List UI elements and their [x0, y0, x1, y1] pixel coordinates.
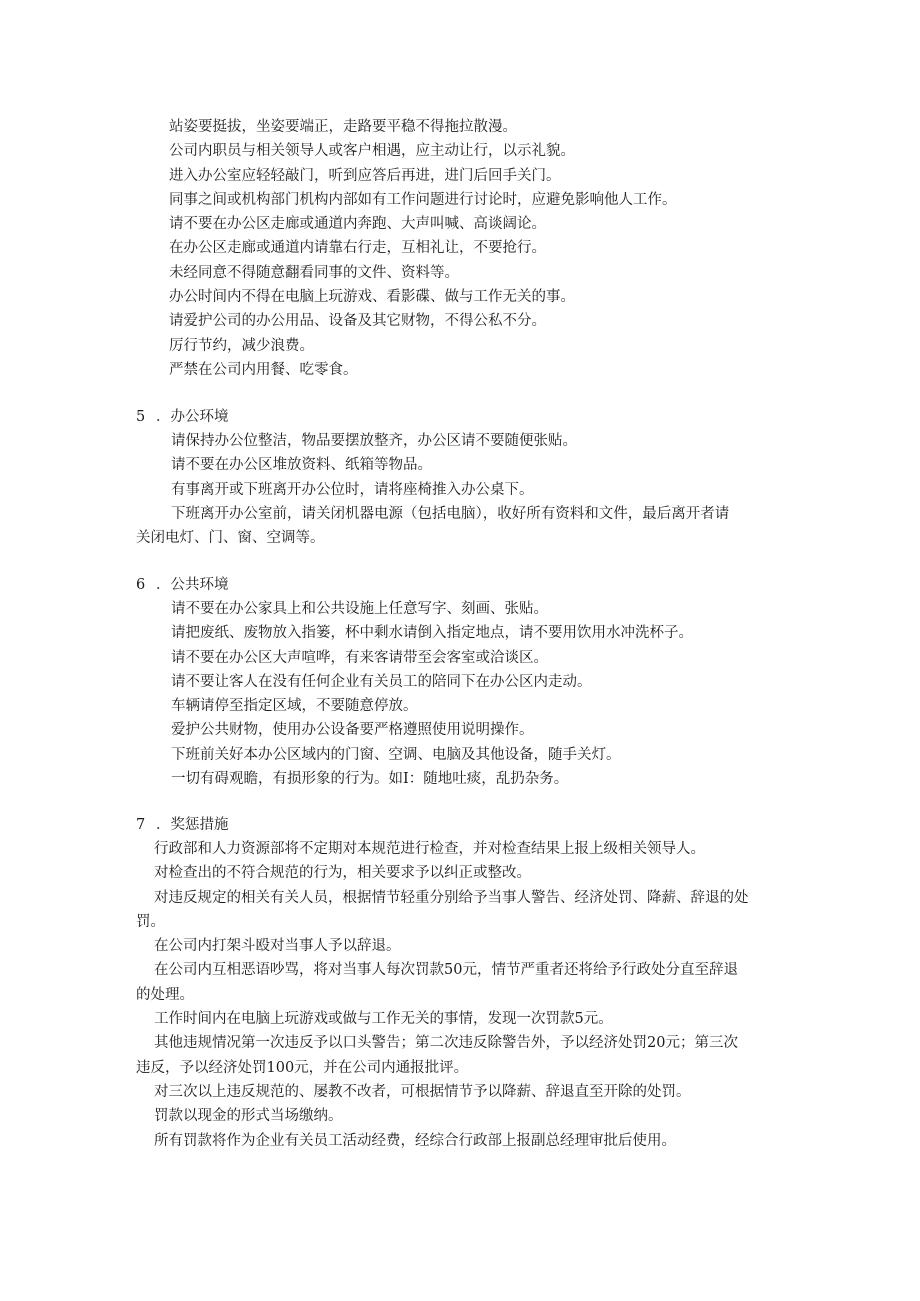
list-item: 请不要在办公区堆放资料、纸箱等物品。 — [171, 457, 432, 474]
list-item: 请不要让客人在没有任何企业有关员工的陪同下在办公区内走动。 — [171, 673, 592, 690]
paragraph-line: 对违反规定的相关有关人员，根据情节轻重分别给予当事人警告、经济处罚、降薪、辞退的处 — [154, 889, 749, 906]
section-title: ．办公环境 — [156, 409, 229, 425]
paragraph-line: 的处理。 — [136, 986, 194, 1003]
list-item: 请爱护公司的办公用品、设备及其它财物，不得公私不分。 — [169, 313, 546, 330]
list-item: 请不要在办公区大声喧哗，有来客请带至会客室或洽谈区。 — [171, 649, 548, 666]
list-item: 进入办公室应轻轻敲门，听到应答后再进，进门后回手关门。 — [169, 167, 561, 184]
paragraph-line: 对检查出的不符合规范的行为，相关要求予以纠正或整改。 — [154, 865, 531, 882]
paragraph-line: 对三次以上违反规范的、屡教不改者，可根据情节予以降薪、辞退直至开除的处罚。 — [154, 1083, 691, 1100]
paragraph-line: 所有罚款将作为企业有关员工活动经费，经综合行政部上报副总经理审批后使用。 — [154, 1132, 676, 1149]
section-number: 5 — [136, 409, 146, 425]
list-item: 严禁在公司内用餐、吃零食。 — [169, 361, 358, 378]
section-number: 7 — [136, 817, 146, 833]
list-item: 请把废纸、废物放入指篓，杯中剩水请倒入指定地点，请不要用饮用水冲洗杯子。 — [171, 625, 693, 642]
list-item: 车辆请停至指定区域，不要随意停放。 — [171, 698, 418, 715]
section-title: ．公共环境 — [156, 577, 229, 593]
section-6-body — [0, 597, 920, 791]
paragraph-line: 罚款以现金的形式当场缴纳。 — [154, 1108, 343, 1125]
list-item: 爱护公共财物，使用办公设备要严格遵照使用说明操作。 — [171, 722, 534, 739]
section-7-heading — [0, 813, 229, 837]
list-item: 同事之间或机构部门机构内部如有工作问题进行讨论时，应避免影响他人工作。 — [169, 191, 677, 208]
conduct-list — [0, 115, 920, 382]
section-number: 6 — [136, 577, 146, 593]
paragraph-line: 罚。 — [136, 913, 165, 930]
paragraph-line: 在公司内打架斗殴对当事人予以辞退。 — [154, 938, 401, 955]
list-item: 办公时间内不得在电脑上玩游戏、看影碟、做与工作无关的事。 — [169, 289, 575, 306]
list-item: 请不要在办公区走廊或通道内奔跑、大声叫喊、高谈阔论。 — [169, 216, 546, 233]
list-item: 一切有碍观瞻，有损形象的行为。如I：随地吐痰，乱扔杂务。 — [171, 771, 569, 788]
section-6-heading — [0, 573, 229, 597]
list-item: 下班离开办公室前，请关闭机器电源（包括电脑），收好所有资料和文件，最后离开者请 — [171, 505, 730, 522]
paragraph-line: 行政部和人力资源部将不定期对本规范进行检查，并对检查结果上报上级相关领导人。 — [154, 841, 705, 857]
list-item: 下班前关好本办公区域内的门窗、空调、电脑及其他设备，随手关灯。 — [171, 746, 621, 763]
paragraph-line: 其他违规情况第一次违反予以口头警告；第二次违反除警告外，予以经济处罚20元；第三次 — [154, 1035, 738, 1052]
section-5-body — [0, 429, 920, 550]
list-item: 公司内职员与相关领导人或客户相遇，应主动让行，以示礼貌。 — [169, 143, 575, 160]
paragraph-line: 工作时间内在电脑上玩游戏或做与工作无关的事情，发现一次罚款5元。 — [154, 1011, 613, 1028]
list-item: 请保持办公位整洁，物品要摆放整齐，办公区请不要随便张贴。 — [171, 433, 577, 449]
paragraph-line: 违反，予以经济处罚100元，并在公司内通报批评。 — [136, 1059, 469, 1076]
list-item: 有事离开或下班离开办公位时，请将座椅推入办公桌下。 — [171, 481, 534, 498]
list-item: 请不要在办公家具上和公共设施上任意写字、刻画、张贴。 — [171, 601, 548, 617]
list-item: 在办公区走廊或通道内请靠右行走，互相礼让，不要抢行。 — [169, 240, 546, 257]
list-item-continuation: 关闭电灯、门、窗、空调等。 — [136, 530, 325, 547]
list-item: 站姿要挺拔，坐姿要端正，走路要平稳不得拖拉散漫。 — [169, 119, 517, 135]
paragraph-line: 在公司内互相恶语吵骂，将对当事人每次罚款50元，情节严重者还将给予行政处分直至辞退 — [154, 962, 738, 979]
list-item: 厉行节约，减少浪费。 — [169, 337, 314, 354]
section-7-body — [0, 837, 920, 1153]
section-5-heading — [0, 405, 229, 429]
section-title: ．奖惩措施 — [156, 817, 229, 833]
list-item: 未经同意不得随意翻看同事的文件、资料等。 — [169, 264, 459, 281]
